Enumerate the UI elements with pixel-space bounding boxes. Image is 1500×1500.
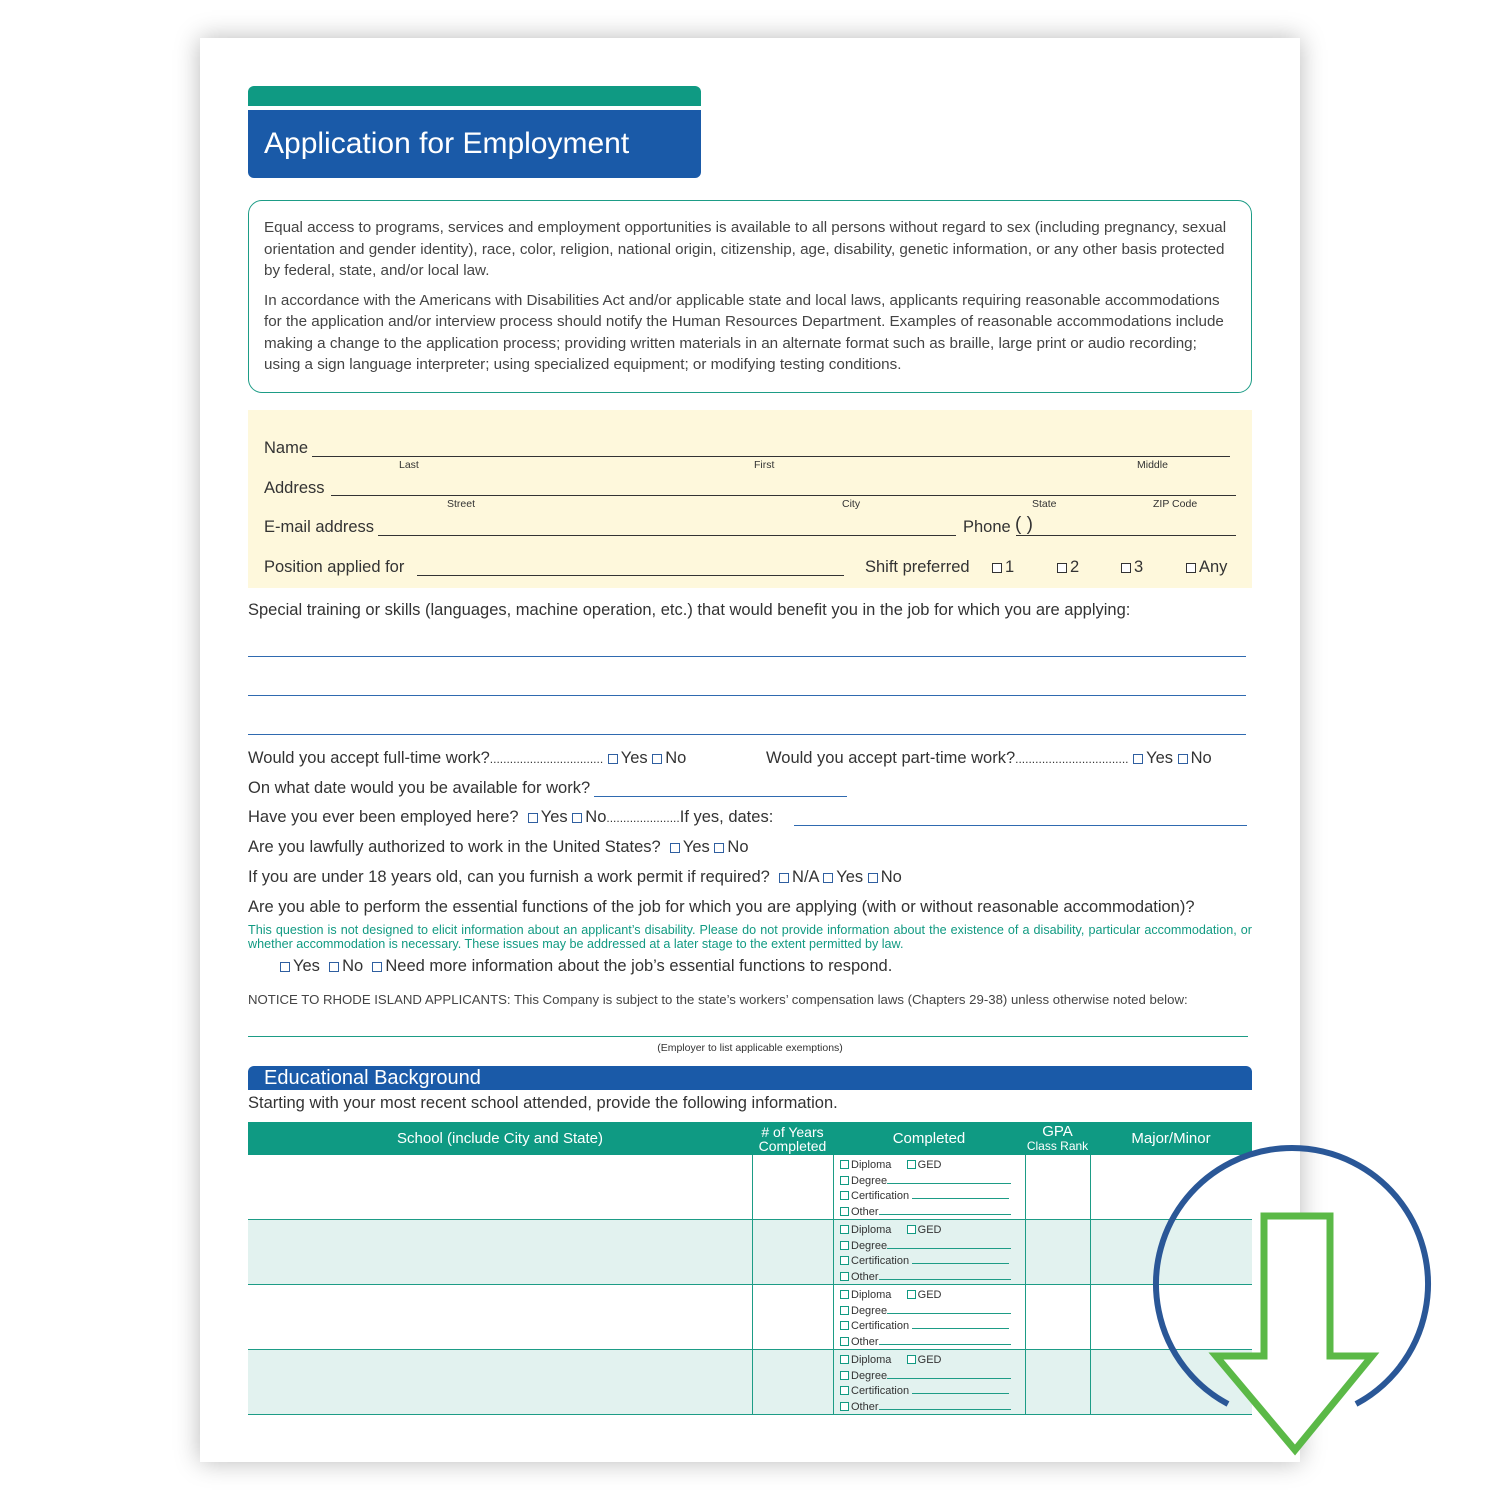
essential-no[interactable]: No	[329, 957, 363, 975]
authorized-yes-checkbox[interactable]	[670, 843, 680, 853]
column-divider	[1025, 1220, 1026, 1284]
shift-any-checkbox[interactable]	[1186, 563, 1196, 573]
available-date-question: On what date would you be available for work?	[248, 779, 591, 797]
completed-options: Diploma GED Degree Certification Other	[840, 1223, 1011, 1285]
email-field[interactable]	[378, 517, 956, 536]
certification-line[interactable]	[912, 1384, 1009, 1394]
col-years: # of Years Completed	[758, 1123, 827, 1154]
address-zip-caption: ZIP Code	[1153, 498, 1198, 510]
email-label: E-mail address	[264, 518, 375, 536]
degree-line[interactable]	[887, 1239, 1011, 1249]
years-field[interactable]	[756, 1358, 828, 1406]
col-major-minor: Major/Minor	[1131, 1129, 1211, 1147]
degree-line[interactable]	[887, 1369, 1011, 1379]
column-divider	[833, 1220, 834, 1284]
other-checkbox[interactable]	[840, 1207, 849, 1216]
other-checkbox[interactable]	[840, 1402, 849, 1411]
column-divider	[752, 1350, 753, 1414]
column-divider	[1025, 1155, 1026, 1219]
shift-option-1[interactable]: 1	[992, 558, 1014, 577]
skills-line-1[interactable]	[248, 636, 1246, 657]
permit-no-checkbox[interactable]	[868, 873, 878, 883]
employed-no[interactable]: No	[572, 808, 606, 826]
column-divider	[752, 1285, 753, 1349]
col-gpa-rank	[1025, 1122, 1090, 1155]
degree-line[interactable]	[887, 1174, 1011, 1184]
employed-no-checkbox[interactable]	[572, 813, 582, 823]
essential-yes-checkbox[interactable]	[280, 962, 290, 972]
education-table-header	[248, 1122, 1252, 1155]
years-field[interactable]	[756, 1228, 828, 1276]
fulltime-yes[interactable]: Yes	[608, 749, 648, 767]
col-gpa: GPA	[1042, 1122, 1073, 1140]
phone-label: Phone	[963, 518, 1011, 536]
school-field[interactable]	[252, 1163, 746, 1211]
eeo-paragraph: Equal access to programs, services and employment opportunities is available to all persons without regard to sex (including pregnancy, sexual orientation and gender identity), race, color, religion, national origin, citizenship, age, disability, genetic information, or any other basis protected by federal, state, and/or local law.	[264, 219, 1227, 279]
rhode-island-notice: NOTICE TO RHODE ISLAND APPLICANTS: This Company is subject to the state’s workers’ compensation laws (Chapters 29-38) unless otherwise noted below:	[248, 992, 1188, 1007]
col-completed: Completed	[892, 1129, 966, 1147]
years-field[interactable]	[756, 1163, 828, 1211]
column-divider	[1090, 1350, 1091, 1414]
completed-options: Diploma GED Degree Certification Other	[840, 1158, 1011, 1220]
permit-yes[interactable]: Yes	[823, 868, 863, 886]
column-divider	[1090, 1285, 1091, 1349]
education-row	[248, 1350, 1252, 1415]
gpa-field[interactable]	[1029, 1293, 1087, 1341]
shift-2-checkbox[interactable]	[1057, 563, 1067, 573]
shift-option-2[interactable]: 2	[1057, 558, 1079, 577]
address-street-caption: Street	[447, 498, 476, 510]
employed-yes[interactable]: Yes	[528, 808, 568, 826]
shift-label: Shift preferred	[865, 558, 970, 576]
parttime-no[interactable]: No	[1178, 749, 1212, 767]
position-field[interactable]	[417, 557, 844, 576]
shift-option-3[interactable]: 3	[1121, 558, 1143, 577]
download-button[interactable]	[1140, 1140, 1450, 1470]
degree-checkbox[interactable]	[840, 1176, 849, 1185]
permit-na-checkbox[interactable]	[779, 873, 789, 883]
position-label: Position applied for	[264, 558, 405, 576]
column-divider	[833, 1285, 834, 1349]
other-line[interactable]	[879, 1335, 1011, 1345]
employed-here-question: Have you ever been employed here? Yes No......................If yes, dates:	[248, 808, 774, 826]
exemptions-field[interactable]	[248, 1018, 1248, 1037]
name-last-caption: Last	[399, 459, 419, 471]
fulltime-yes-checkbox[interactable]	[608, 754, 618, 764]
other-line[interactable]	[879, 1400, 1011, 1410]
name-first-caption: First	[754, 459, 775, 471]
name-field[interactable]	[312, 438, 1230, 457]
parttime-yes[interactable]: Yes	[1133, 749, 1173, 767]
other-line[interactable]	[879, 1270, 1011, 1280]
work-permit-question: If you are under 18 years old, can you furnish a work permit if required? N/A Yes No	[248, 868, 902, 886]
phone-area-code-parens: ( )	[1015, 514, 1033, 535]
page-title: Application for Employment	[248, 110, 701, 178]
column-divider	[752, 1155, 753, 1219]
school-field[interactable]	[252, 1358, 746, 1406]
other-checkbox[interactable]	[840, 1272, 849, 1281]
ged-checkbox[interactable]	[907, 1355, 916, 1364]
certification-checkbox[interactable]	[840, 1321, 849, 1330]
gpa-field[interactable]	[1029, 1358, 1087, 1406]
eeo-notice-box	[248, 200, 1252, 393]
ged-checkbox[interactable]	[907, 1290, 916, 1299]
fulltime-question: Would you accept full-time work?.................................. Yes No	[248, 749, 687, 767]
ada-paragraph: In accordance with the Americans with Disabilities Act and/or applicable state and local laws, applicants requiring reasonable accommodations for the application and/or interview process should notify the Human Resources Department. Examples of reasonable accommodations include making a change to the application process; providing written materials in an alternate format such as braille, large print or audio recording; using a sign language interpreter; using specialized equipment; or modifying testing conditions.	[264, 291, 1224, 373]
skills-line-3[interactable]	[248, 714, 1246, 735]
address-city-caption: City	[842, 498, 861, 510]
years-field[interactable]	[756, 1293, 828, 1341]
education-intro: Starting with your most recent school attended, provide the following information.	[248, 1094, 838, 1112]
shift-option-any[interactable]: Any	[1186, 558, 1227, 577]
skills-line-2[interactable]	[248, 675, 1246, 696]
certification-line[interactable]	[912, 1189, 1009, 1199]
employed-yes-checkbox[interactable]	[528, 813, 538, 823]
completed-options: Diploma GED Degree Certification Other	[840, 1353, 1011, 1415]
certification-line[interactable]	[912, 1254, 1009, 1264]
certification-checkbox[interactable]	[840, 1386, 849, 1395]
degree-checkbox[interactable]	[840, 1306, 849, 1315]
download-arrow-icon	[1216, 1216, 1372, 1450]
certification-checkbox[interactable]	[840, 1256, 849, 1265]
shift-3-checkbox[interactable]	[1121, 563, 1131, 573]
essential-functions-question: Are you able to perform the essential functions of the job for which you are applying (with or without reasonable accommodation)?	[248, 898, 1195, 916]
completed-options: Diploma GED Degree Certification Other	[840, 1288, 1011, 1350]
gpa-field[interactable]	[1029, 1163, 1087, 1211]
column-divider	[1090, 1220, 1091, 1284]
fulltime-no[interactable]: No	[652, 749, 686, 767]
other-checkbox[interactable]	[840, 1337, 849, 1346]
ged-checkbox[interactable]	[907, 1225, 916, 1234]
column-divider	[833, 1350, 834, 1414]
degree-checkbox[interactable]	[840, 1371, 849, 1380]
degree-line[interactable]	[887, 1304, 1011, 1314]
education-row	[248, 1220, 1252, 1285]
fulltime-no-checkbox[interactable]	[652, 754, 662, 764]
degree-checkbox[interactable]	[840, 1241, 849, 1250]
available-date-field[interactable]	[594, 778, 847, 797]
column-divider	[1090, 1155, 1091, 1219]
header-accent-bar	[248, 86, 701, 106]
school-field[interactable]	[252, 1293, 746, 1341]
education-row	[248, 1285, 1252, 1350]
gpa-field[interactable]	[1029, 1228, 1087, 1276]
diploma-checkbox[interactable]	[840, 1160, 849, 1169]
employed-dates-field[interactable]	[794, 807, 1247, 826]
essential-no-checkbox[interactable]	[329, 962, 339, 972]
column-divider	[1025, 1350, 1026, 1414]
name-middle-caption: Middle	[1137, 459, 1168, 471]
address-field[interactable]	[331, 477, 1236, 496]
essential-need-info[interactable]: Need more information about the job’s essential functions to respond.	[372, 957, 892, 975]
essential-need-info-checkbox[interactable]	[372, 962, 382, 972]
exemptions-caption: (Employer to list applicable exemptions)	[657, 1042, 843, 1054]
column-divider	[752, 1220, 753, 1284]
authorized-yes[interactable]: Yes	[670, 838, 710, 856]
col-school: School (include City and State)	[397, 1129, 603, 1147]
essential-functions-answers	[280, 957, 892, 976]
skills-label: Special training or skills (languages, machine operation, etc.) that would benefit you in the job for which you are applying:	[248, 601, 1131, 619]
other-line[interactable]	[879, 1205, 1011, 1215]
address-label: Address	[264, 479, 325, 497]
diploma-checkbox[interactable]	[840, 1355, 849, 1364]
essential-yes[interactable]: Yes	[280, 957, 320, 975]
school-field[interactable]	[252, 1228, 746, 1276]
permit-na[interactable]: N/A	[779, 868, 819, 886]
diploma-checkbox[interactable]	[840, 1225, 849, 1234]
authorized-question: Are you lawfully authorized to work in the United States? Yes No	[248, 838, 749, 856]
permit-no[interactable]: No	[868, 868, 902, 886]
essential-functions-note: This question is not designed to elicit information about an applicant’s disability. Please do not provide information about the existence of a disability, particular accommodation, or whether accommodation is necessary. These issues may be addressed at a later stage to the extent permitted by law.	[248, 923, 1252, 951]
authorized-no[interactable]: No	[714, 838, 748, 856]
parttime-yes-checkbox[interactable]	[1133, 754, 1143, 764]
col-class-rank: Class Rank	[1026, 1138, 1089, 1153]
certification-checkbox[interactable]	[840, 1191, 849, 1200]
certification-line[interactable]	[912, 1319, 1009, 1329]
permit-yes-checkbox[interactable]	[823, 873, 833, 883]
shift-1-checkbox[interactable]	[992, 563, 1002, 573]
diploma-checkbox[interactable]	[840, 1290, 849, 1299]
education-row	[248, 1155, 1252, 1220]
address-state-caption: State	[1032, 498, 1057, 510]
column-divider	[833, 1155, 834, 1219]
ged-checkbox[interactable]	[907, 1160, 916, 1169]
column-divider	[1025, 1285, 1026, 1349]
parttime-question: Would you accept part-time work?.................................. Yes No	[766, 749, 1212, 767]
phone-field[interactable]	[1016, 517, 1236, 536]
authorized-no-checkbox[interactable]	[714, 843, 724, 853]
name-label: Name	[264, 439, 309, 457]
parttime-no-checkbox[interactable]	[1178, 754, 1188, 764]
education-section-title: Educational Background	[248, 1066, 1252, 1090]
